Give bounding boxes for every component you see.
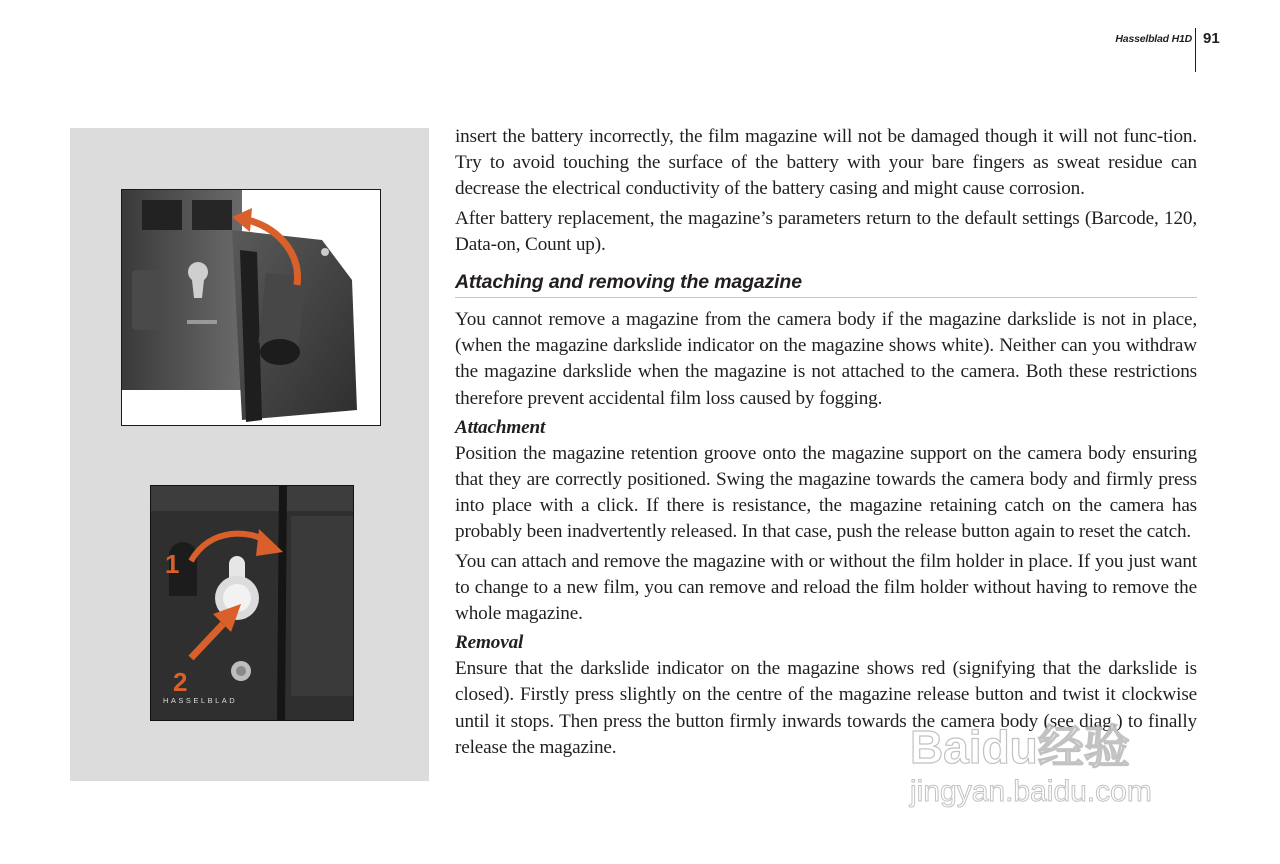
hasselblad-engraving: HASSELBLAD (163, 696, 238, 705)
running-header-title: Hasselblad H1D (1115, 33, 1192, 45)
attachment-heading: Attachment (455, 416, 546, 438)
release-button-photo (150, 485, 354, 721)
release-button-illustration (151, 486, 353, 720)
section-heading: Attaching and removing the magazine (455, 270, 1197, 298)
step-1-label: 1 (165, 549, 180, 579)
magazine-attach-illustration (122, 190, 380, 425)
watermark-url: jingyan.baidu.com (910, 775, 1152, 808)
step-2-label: 2 (173, 667, 188, 697)
intro-paragraph: insert the battery incorrectly, the film magazine will not be damaged though it will not func-tion. Try to avoid touching the surface of the battery with your bare fingers as sweat residue can decrease the electrical conductivity of the battery casing and might cause corrosion. (455, 126, 1197, 200)
film-holder-paragraph: You can attach and remove the magazine with or without the film holder in place. If you just want to change to a new film, you can remove and reload the film holder without having to remove the whole magazine. (455, 550, 1197, 625)
page-number: 91 (1203, 30, 1220, 47)
removal-paragraph: Ensure that the darkslide indicator on the magazine shows red (signifying that the darkslide is closed). Firstly press slightly on the centre of the magazine release button and twist it clockwise until it stops. Then press the button firmly inwards towards the camera body (see diag.) to finally release the magazine. (455, 658, 1197, 758)
battery-replacement-paragraph: After battery replacement, the magazine’s parameters return to the default settings (Barcode, 120, Data-on, Count up). (455, 207, 1197, 255)
attachment-paragraph: Position the magazine retention groove onto the magazine support on the camera body ensuring that they are correctly positioned. Swing the magazine towards the camera body and firmly press into place with a click. If there is resistance, the magazine retaining catch on the camera has probably been inadvertently released. In that case, push the release button again to reset the catch. (455, 442, 1197, 543)
watermark-brand: Baidu经验 (910, 721, 1130, 773)
restrictions-paragraph: You cannot remove a magazine from the camera body if the magazine darkslide is not in place, (when the magazine darkslide indicator on the magazine shows white). Neither can you withdraw the magazine darkslide when the magazine is not attached to the camera. Both these restrictions therefore prevent accidental film loss caused by fogging. (455, 309, 1197, 409)
magazine-attach-photo (121, 189, 381, 426)
removal-heading: Removal (455, 632, 524, 654)
body-text-column (455, 124, 1197, 764)
header-divider (1195, 28, 1196, 72)
